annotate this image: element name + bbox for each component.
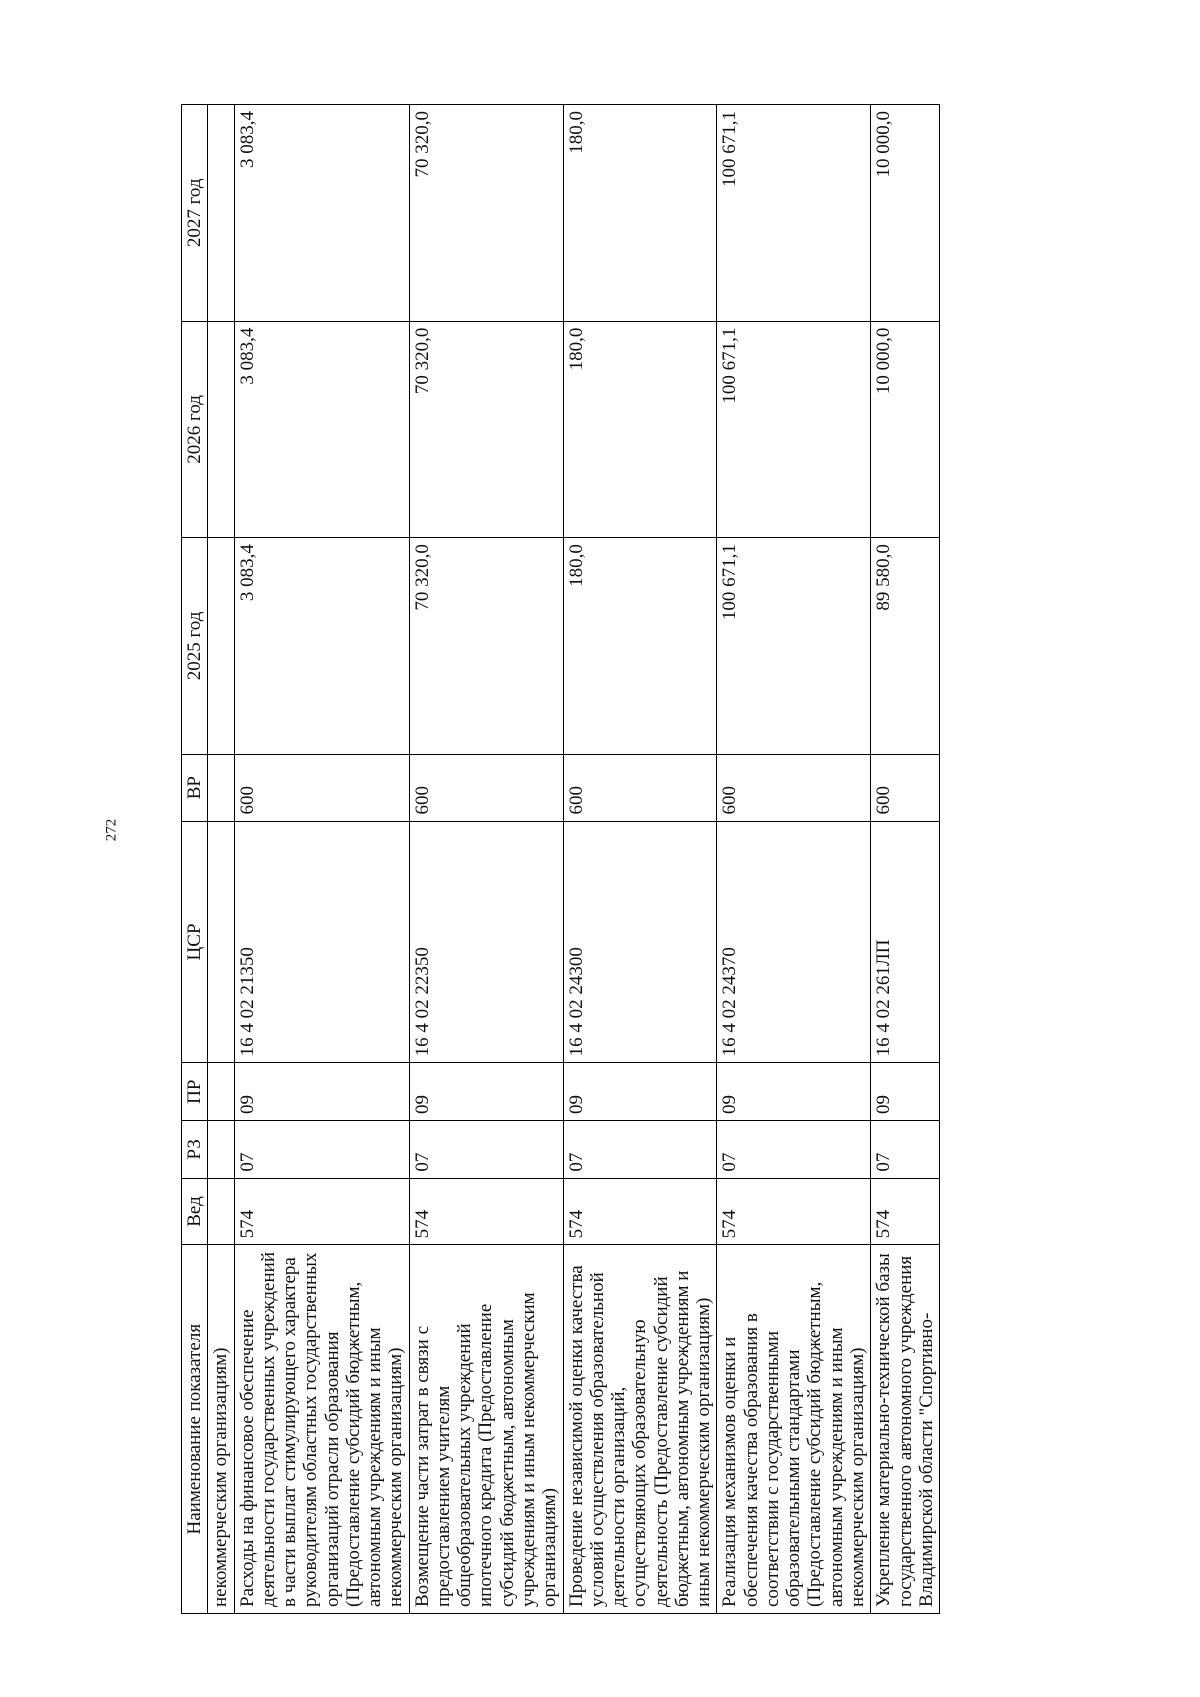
budget-table — [181, 104, 940, 1614]
row-ved: 574 — [563, 1178, 717, 1245]
row-csr: 16 4 02 22350 — [409, 821, 563, 1063]
row-2027: 3 083,4 — [234, 105, 409, 322]
row-rz: 07 — [717, 1121, 871, 1179]
row-name: Проведение независимой оценки качества условий осуществления образовательной деятельности организаций, осуществляющих образовательную деятельность (Предоставление субсидий бюджетным, автономным учреждениям и иным некоммерческим организациям) — [563, 1245, 717, 1614]
row-name: Возмещение части затрат в связи с предоставлением учителям общеобразовательных учреждений ипотечного кредита (Предоставление субсидий бюджетным, автономным учреждениям и иным некоммерческим организациям) — [409, 1245, 563, 1614]
row-pr: 09 — [871, 1063, 940, 1121]
row-2026: 10 000,0 — [871, 321, 940, 538]
row-2025: 70 320,0 — [409, 538, 563, 755]
row-2026: 3 083,4 — [234, 321, 409, 538]
row-vr: 600 — [871, 754, 940, 821]
row-2025: 89 580,0 — [871, 538, 940, 755]
row-vr: 600 — [717, 754, 871, 821]
row-2025: 3 083,4 — [234, 538, 409, 755]
col-header-ved: Вед — [182, 1178, 208, 1245]
row-pr: 09 — [234, 1063, 409, 1121]
table-row — [717, 105, 871, 1614]
row-pr: 09 — [409, 1063, 563, 1121]
row-csr: 16 4 02 24370 — [717, 821, 871, 1063]
budget-table-container — [181, 104, 1200, 1607]
row-2027: 10 000,0 — [871, 105, 940, 322]
row-2025: 100 671,1 — [717, 538, 871, 755]
row-2026: 100 671,1 — [717, 321, 871, 538]
col-header-csr: ЦСР — [182, 821, 208, 1063]
row-2026: 70 320,0 — [409, 321, 563, 538]
row-name: Укрепление материально-технической базы государственного автономного учреждения Владимирской области "Спортивно- — [871, 1245, 940, 1614]
col-header-rz: РЗ — [182, 1121, 208, 1179]
col-header-2026: 2026 год — [182, 321, 208, 538]
row-ved: 574 — [717, 1178, 871, 1245]
table-row — [871, 105, 940, 1614]
row-ved: 574 — [871, 1178, 940, 1245]
row-rz: 07 — [409, 1121, 563, 1179]
header-row — [182, 105, 208, 1614]
row-2026: 180,0 — [563, 321, 717, 538]
row-2027: 100 671,1 — [717, 105, 871, 322]
col-header-pr: ПР — [182, 1063, 208, 1121]
row-csr: 16 4 02 24300 — [563, 821, 717, 1063]
row-2027: 70 320,0 — [409, 105, 563, 322]
table-row — [409, 105, 563, 1614]
row-name: Расходы на финансовое обеспечение деятельности государственных учреждений в части выплат стимулирующего характера руководителям областных государственных организаций отрасли образования (Предоставление субсидий бюджетным, автономным учреждениям и иным некоммерческим организациям) — [234, 1245, 409, 1614]
page-number: 272 — [103, 818, 120, 842]
row-name: Реализация механизмов оценки и обеспечения качества образования в соответствии с государственными образовательными стандартами (Предоставление субсидий бюджетным, автономным учреждениям и иным некоммерческим организациям) — [717, 1245, 871, 1614]
row-2025: 180,0 — [563, 538, 717, 755]
row-vr: 600 — [563, 754, 717, 821]
col-header-vr: ВР — [182, 754, 208, 821]
row-vr: 600 — [409, 754, 563, 821]
col-header-2027: 2027 год — [182, 105, 208, 322]
table-row — [234, 105, 409, 1614]
col-header-name: Наименование показателя — [182, 1245, 208, 1614]
row-ved: 574 — [234, 1178, 409, 1245]
row-pr: 09 — [563, 1063, 717, 1121]
row-vr: 600 — [234, 754, 409, 821]
continuation-row — [208, 105, 234, 1614]
row-rz: 07 — [563, 1121, 717, 1179]
continuation-cell: некоммерческим организациям) — [208, 1245, 234, 1614]
row-rz: 07 — [234, 1121, 409, 1179]
col-header-2025: 2025 год — [182, 538, 208, 755]
row-csr: 16 4 02 21350 — [234, 821, 409, 1063]
row-pr: 09 — [717, 1063, 871, 1121]
row-csr: 16 4 02 261ЛП — [871, 821, 940, 1063]
row-rz: 07 — [871, 1121, 940, 1179]
row-2027: 180,0 — [563, 105, 717, 322]
row-ved: 574 — [409, 1178, 563, 1245]
table-row — [563, 105, 717, 1614]
